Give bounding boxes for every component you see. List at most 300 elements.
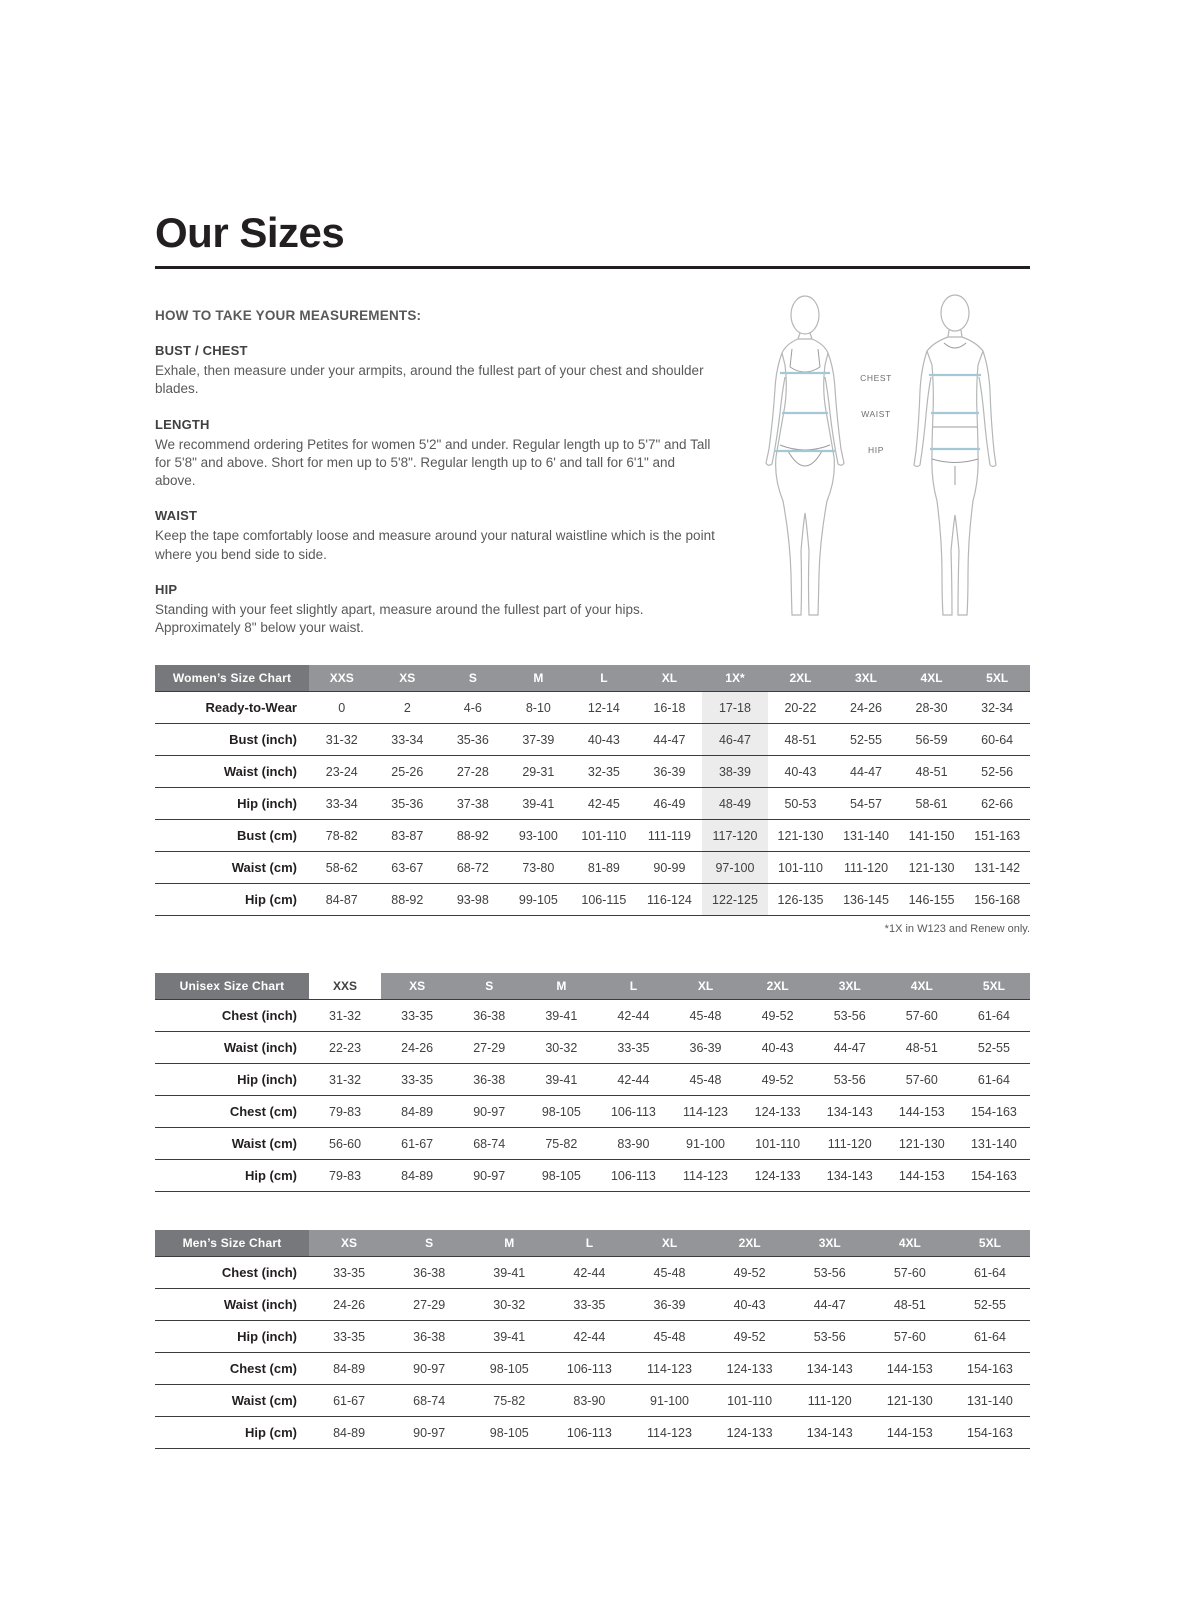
size-cell: 52-55 [950,1289,1030,1321]
size-cell: 53-56 [814,1000,886,1032]
size-cell: 48-51 [768,724,834,756]
size-cell: 42-44 [597,1064,669,1096]
size-cell: 48-49 [702,788,768,820]
size-cell: 106-113 [549,1353,629,1385]
size-cell: 98-105 [525,1160,597,1192]
table-footnote: *1X in W123 and Renew only. [884,923,1030,936]
measurement-heading: BUST / CHEST [155,343,248,359]
size-cell: 99-105 [506,884,572,916]
table-row [155,692,1030,724]
size-cell: 39-41 [469,1321,549,1353]
size-cell: 52-55 [958,1032,1030,1064]
mens-size-chart-block [155,1230,1030,1449]
size-cell: 24-26 [309,1289,389,1321]
size-cell: 36-38 [453,1000,525,1032]
measurement-text: We recommend ordering Petites for women 5'2" and under. Regular length up to 5'7" and Tall for 5'8" and above. Short for men up to 5'8". Regular length up to 6' and tall for 6'1" and above. [155,436,711,489]
table-row [155,852,1030,884]
size-cell: 131-140 [950,1385,1030,1417]
column-header: XS [381,973,453,1000]
column-header: M [525,973,597,1000]
size-cell: 36-39 [629,1289,709,1321]
size-cell: 37-39 [506,724,572,756]
measurement-text: Standing with your feet slightly apart, measure around the fullest part of your hips. Approximately 8" below your waist. [155,601,644,635]
size-cell: 40-43 [571,724,637,756]
figure-illustrations [715,307,1030,637]
size-cell: 93-100 [506,820,572,852]
size-cell: 35-36 [375,788,441,820]
size-cell: 42-44 [549,1257,629,1289]
size-cell: 27-29 [389,1289,469,1321]
size-cell: 31-32 [309,724,375,756]
size-cell: 126-135 [768,884,834,916]
size-cell: 27-28 [440,756,506,788]
size-cell: 106-115 [571,884,637,916]
intro-section [155,307,1030,637]
size-cell: 88-92 [375,884,441,916]
table-head [155,665,1030,692]
size-cell: 121-130 [768,820,834,852]
size-cell: 38-39 [702,756,768,788]
column-header: 3XL [790,1230,870,1257]
table-row [155,756,1030,788]
table-row [155,1417,1030,1449]
size-cell: 124-133 [710,1353,790,1385]
size-cell: 36-38 [453,1064,525,1096]
size-cell: 33-35 [597,1032,669,1064]
table-head [155,1230,1030,1257]
size-cell: 111-120 [833,852,899,884]
size-cell: 141-150 [899,820,965,852]
size-cell: 49-52 [742,1000,814,1032]
size-cell: 101-110 [768,852,834,884]
size-cell: 84-89 [381,1160,453,1192]
size-cell: 121-130 [870,1385,950,1417]
size-cell: 45-48 [629,1257,709,1289]
size-charts [155,665,1030,1449]
size-cell: 20-22 [768,692,834,724]
column-header: XS [309,1230,389,1257]
size-cell: 54-57 [833,788,899,820]
size-cell: 111-120 [814,1128,886,1160]
row-label: Waist (inch) [155,1289,309,1321]
column-header: 2XL [710,1230,790,1257]
size-cell: 31-32 [309,1000,381,1032]
size-cell: 106-113 [597,1160,669,1192]
size-cell: 23-24 [309,756,375,788]
waist-label: WAIST [861,409,891,419]
column-header: 2XL [768,665,834,692]
column-header: XL [637,665,703,692]
page-title-wrap [155,209,1030,269]
size-cell: 57-60 [870,1257,950,1289]
table-row [155,884,1030,916]
womens-size-chart-table [155,665,1030,916]
size-cell: 35-36 [440,724,506,756]
size-cell: 32-34 [964,692,1030,724]
size-cell: 68-74 [453,1128,525,1160]
hip-label: HIP [868,445,884,455]
size-cell: 53-56 [790,1321,870,1353]
table-title: Women’s Size Chart [155,665,309,692]
size-cell: 37-38 [440,788,506,820]
column-header: 4XL [899,665,965,692]
size-cell: 151-163 [964,820,1030,852]
table-row [155,1289,1030,1321]
size-cell: 116-124 [637,884,703,916]
size-cell: 24-26 [381,1032,453,1064]
measurement-heading: WAIST [155,508,198,524]
row-label: Waist (inch) [155,756,309,788]
size-cell: 61-64 [958,1064,1030,1096]
size-cell: 154-163 [958,1096,1030,1128]
measurement-heading: LENGTH [155,416,210,432]
size-cell: 144-153 [886,1096,958,1128]
size-cell: 39-41 [525,1064,597,1096]
size-cell: 79-83 [309,1096,381,1128]
size-cell: 124-133 [710,1417,790,1449]
size-cell: 62-66 [964,788,1030,820]
size-cell: 154-163 [950,1417,1030,1449]
size-cell: 2 [375,692,441,724]
row-label: Chest (cm) [155,1353,309,1385]
table-row [155,1353,1030,1385]
size-cell: 48-51 [886,1032,958,1064]
column-header: S [389,1230,469,1257]
row-label: Chest (inch) [155,1257,309,1289]
column-header: 5XL [964,665,1030,692]
size-cell: 52-56 [964,756,1030,788]
size-cell: 30-32 [469,1289,549,1321]
size-cell: 57-60 [870,1321,950,1353]
size-cell: 31-32 [309,1064,381,1096]
column-header: L [571,665,637,692]
size-cell: 124-133 [742,1160,814,1192]
size-cell: 144-153 [870,1353,950,1385]
row-label: Bust (cm) [155,820,309,852]
table-row [155,1064,1030,1096]
size-cell: 101-110 [742,1128,814,1160]
size-cell: 114-123 [629,1417,709,1449]
size-cell: 33-35 [381,1064,453,1096]
row-label: Chest (inch) [155,1000,309,1032]
column-header: L [597,973,669,1000]
table-header-row [155,1230,1030,1257]
size-cell: 61-67 [381,1128,453,1160]
size-cell: 122-125 [702,884,768,916]
column-header: XXS [309,973,381,1000]
male-figure-icon [914,295,996,615]
size-cell: 53-56 [790,1257,870,1289]
column-header: S [440,665,506,692]
column-header: M [469,1230,549,1257]
size-cell: 44-47 [814,1032,886,1064]
size-cell: 33-35 [309,1257,389,1289]
size-cell: 44-47 [637,724,703,756]
size-cell: 36-39 [637,756,703,788]
column-header: 2XL [742,973,814,1000]
row-label: Hip (inch) [155,788,309,820]
table-row [155,1032,1030,1064]
size-cell: 90-97 [453,1160,525,1192]
size-cell: 56-60 [309,1128,381,1160]
size-cell: 91-100 [669,1128,741,1160]
column-header: M [506,665,572,692]
body-measurement-diagram [730,289,1030,634]
size-cell: 45-48 [669,1064,741,1096]
size-cell: 39-41 [506,788,572,820]
column-header: XL [629,1230,709,1257]
row-label: Hip (inch) [155,1321,309,1353]
size-cell: 24-26 [833,692,899,724]
size-cell: 90-97 [389,1417,469,1449]
size-cell: 75-82 [525,1128,597,1160]
size-cell: 83-90 [597,1128,669,1160]
size-cell: 81-89 [571,852,637,884]
womens-size-chart-block [155,665,1030,935]
size-cell: 84-89 [309,1417,389,1449]
row-label: Waist (cm) [155,1128,309,1160]
column-header: S [453,973,525,1000]
size-cell: 4-6 [440,692,506,724]
size-cell: 27-29 [453,1032,525,1064]
size-cell: 68-74 [389,1385,469,1417]
size-cell: 44-47 [790,1289,870,1321]
table-row [155,1321,1030,1353]
size-cell: 97-100 [702,852,768,884]
column-header: 4XL [886,973,958,1000]
size-cell: 156-168 [964,884,1030,916]
measurement-sections [155,343,715,637]
size-cell: 121-130 [899,852,965,884]
size-cell: 131-140 [958,1128,1030,1160]
size-cell: 12-14 [571,692,637,724]
size-cell: 114-123 [669,1160,741,1192]
size-cell: 98-105 [525,1096,597,1128]
size-cell: 73-80 [506,852,572,884]
size-cell: 83-90 [549,1385,629,1417]
table-row [155,820,1030,852]
table-row [155,1128,1030,1160]
page-title: Our Sizes [155,209,345,256]
size-cell: 60-64 [964,724,1030,756]
size-cell: 101-110 [710,1385,790,1417]
measurement-instructions [155,307,715,637]
unisex-size-chart-block [155,973,1030,1192]
size-cell: 36-38 [389,1321,469,1353]
mens-size-chart-table [155,1230,1030,1449]
size-cell: 63-67 [375,852,441,884]
size-cell: 134-143 [790,1417,870,1449]
size-cell: 8-10 [506,692,572,724]
size-cell: 39-41 [525,1000,597,1032]
size-cell: 106-113 [597,1096,669,1128]
how-to-heading: HOW TO TAKE YOUR MEASUREMENTS: [155,308,422,323]
size-cell: 90-97 [453,1096,525,1128]
row-label: Bust (inch) [155,724,309,756]
size-cell: 50-53 [768,788,834,820]
table-row [155,1385,1030,1417]
size-cell: 91-100 [629,1385,709,1417]
size-cell: 16-18 [637,692,703,724]
column-header: 1X* [702,665,768,692]
size-cell: 28-30 [899,692,965,724]
size-cell: 106-113 [549,1417,629,1449]
size-cell: 36-38 [389,1257,469,1289]
size-cell: 131-142 [964,852,1030,884]
size-cell: 146-155 [899,884,965,916]
size-cell: 154-163 [958,1160,1030,1192]
table-body [155,1257,1030,1449]
size-cell: 144-153 [870,1417,950,1449]
size-cell: 48-51 [870,1289,950,1321]
table-row [155,1096,1030,1128]
size-cell: 131-140 [833,820,899,852]
table-title: Men’s Size Chart [155,1230,309,1257]
table-row [155,1257,1030,1289]
column-header: XXS [309,665,375,692]
size-cell: 134-143 [814,1160,886,1192]
size-cell: 134-143 [814,1096,886,1128]
size-cell: 84-89 [309,1353,389,1385]
size-cell: 114-123 [629,1353,709,1385]
size-cell: 154-163 [950,1353,1030,1385]
table-header-row [155,665,1030,692]
size-cell: 22-23 [309,1032,381,1064]
size-cell: 49-52 [710,1321,790,1353]
row-label: Hip (cm) [155,1417,309,1449]
size-cell: 124-133 [742,1096,814,1128]
unisex-size-chart-table [155,973,1030,1192]
row-label: Hip (inch) [155,1064,309,1096]
size-cell: 111-120 [790,1385,870,1417]
size-cell: 0 [309,692,375,724]
table-body [155,692,1030,916]
size-cell: 88-92 [440,820,506,852]
column-header: L [549,1230,629,1257]
table-title: Unisex Size Chart [155,973,309,1000]
female-figure-icon [766,296,844,615]
size-cell: 46-49 [637,788,703,820]
measurement-heading: HIP [155,581,178,597]
size-cell: 53-56 [814,1064,886,1096]
row-label: Hip (cm) [155,884,309,916]
size-cell: 90-97 [389,1353,469,1385]
size-cell: 33-35 [309,1321,389,1353]
column-header: 3XL [814,973,886,1000]
size-cell: 46-47 [702,724,768,756]
table-head [155,973,1030,1000]
size-cell: 25-26 [375,756,441,788]
size-cell: 121-130 [886,1128,958,1160]
size-cell: 33-35 [549,1289,629,1321]
size-cell: 42-45 [571,788,637,820]
size-cell: 40-43 [768,756,834,788]
size-cell: 58-61 [899,788,965,820]
size-cell: 57-60 [886,1064,958,1096]
size-cell: 61-64 [958,1000,1030,1032]
table-row [155,1160,1030,1192]
size-cell: 84-87 [309,884,375,916]
column-header: 5XL [958,973,1030,1000]
size-cell: 58-62 [309,852,375,884]
table-row [155,724,1030,756]
row-label: Hip (cm) [155,1160,309,1192]
table-body [155,1000,1030,1192]
size-cell: 93-98 [440,884,506,916]
size-cell: 49-52 [742,1064,814,1096]
column-header: 4XL [870,1230,950,1257]
size-cell: 117-120 [702,820,768,852]
size-cell: 144-153 [886,1160,958,1192]
size-cell: 61-64 [950,1257,1030,1289]
row-label: Chest (cm) [155,1096,309,1128]
size-cell: 30-32 [525,1032,597,1064]
measurement-text: Keep the tape comfortably loose and measure around your natural waistline which is the point where you bend side to side. [155,528,715,562]
size-cell: 42-44 [597,1000,669,1032]
size-cell: 98-105 [469,1417,549,1449]
size-cell: 52-55 [833,724,899,756]
size-cell: 33-35 [381,1000,453,1032]
size-cell: 98-105 [469,1353,549,1385]
size-cell: 36-39 [669,1032,741,1064]
size-cell: 61-67 [309,1385,389,1417]
size-cell: 17-18 [702,692,768,724]
size-cell: 56-59 [899,724,965,756]
size-cell: 45-48 [629,1321,709,1353]
size-cell: 75-82 [469,1385,549,1417]
column-header: 3XL [833,665,899,692]
size-cell: 83-87 [375,820,441,852]
table-row [155,1000,1030,1032]
size-cell: 61-64 [950,1321,1030,1353]
size-cell: 39-41 [469,1257,549,1289]
size-cell: 49-52 [710,1257,790,1289]
size-cell: 33-34 [309,788,375,820]
size-cell: 40-43 [742,1032,814,1064]
size-cell: 29-31 [506,756,572,788]
size-cell: 40-43 [710,1289,790,1321]
size-cell: 78-82 [309,820,375,852]
table-header-row [155,973,1030,1000]
column-header: XS [375,665,441,692]
row-label: Ready-to-Wear [155,692,309,724]
row-label: Waist (cm) [155,852,309,884]
row-label: Waist (inch) [155,1032,309,1064]
size-cell: 45-48 [669,1000,741,1032]
column-header: 5XL [950,1230,1030,1257]
chest-label: CHEST [860,373,892,383]
size-cell: 57-60 [886,1000,958,1032]
measurement-text: Exhale, then measure under your armpits, around the fullest part of your chest and shoulder blades. [155,363,704,397]
column-header: XL [669,973,741,1000]
size-cell: 42-44 [549,1321,629,1353]
size-cell: 48-51 [899,756,965,788]
size-cell: 134-143 [790,1353,870,1385]
size-cell: 32-35 [571,756,637,788]
size-cell: 33-34 [375,724,441,756]
row-label: Waist (cm) [155,1385,309,1417]
size-cell: 111-119 [637,820,703,852]
size-cell: 114-123 [669,1096,741,1128]
size-cell: 84-89 [381,1096,453,1128]
size-cell: 136-145 [833,884,899,916]
table-row [155,788,1030,820]
size-cell: 44-47 [833,756,899,788]
size-cell: 101-110 [571,820,637,852]
size-cell: 79-83 [309,1160,381,1192]
size-cell: 90-99 [637,852,703,884]
size-cell: 68-72 [440,852,506,884]
